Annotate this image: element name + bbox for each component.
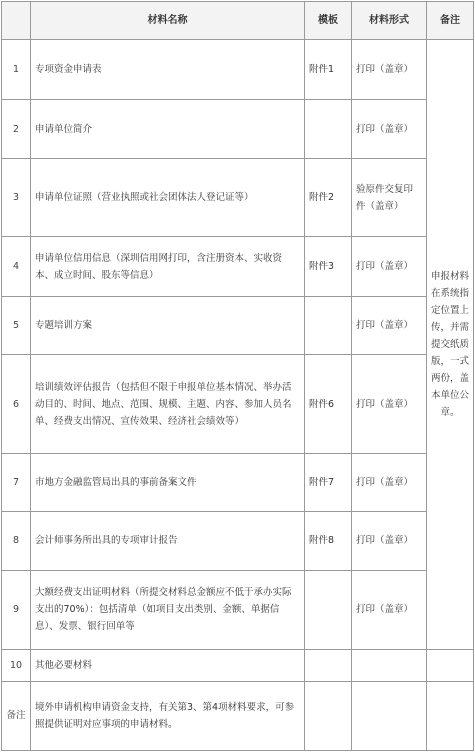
row-template: 附件6 xyxy=(305,355,352,453)
remark-cell: 申报材料在系统指定位置上传，并需提交纸质版，一式两份，盖本单位公章。 xyxy=(427,40,474,650)
row-name: 会计师事务所出具的专项审计报告 xyxy=(31,511,305,570)
row-index: 6 xyxy=(2,355,31,453)
table-row xyxy=(2,40,474,100)
row-index: 8 xyxy=(2,511,31,570)
row-form: 打印（盖章） xyxy=(352,100,427,159)
table-row xyxy=(2,355,474,453)
row-index: 10 xyxy=(2,649,31,681)
row-name: 培训绩效评估报告（包括但不限于申报单位基本情况、举办活动目的、时间、地点、范围、规模、主题、内容、参加人员名单、经费支出情况、宣传效果、经济社会绩效等） xyxy=(31,355,305,453)
header-name: 材料名称 xyxy=(31,2,305,40)
table-row xyxy=(2,453,474,511)
row-name: 申请单位简介 xyxy=(31,100,305,159)
table-row xyxy=(2,570,474,649)
row-remark-empty xyxy=(427,649,474,681)
table-row xyxy=(2,649,474,681)
row-template: 附件7 xyxy=(305,453,352,511)
row-template: 附件8 xyxy=(305,511,352,570)
footer-label: 备注 xyxy=(2,681,31,750)
row-template xyxy=(305,297,352,355)
row-index: 2 xyxy=(2,100,31,159)
row-form: 打印（盖章） xyxy=(352,237,427,297)
table-row xyxy=(2,100,474,159)
row-template xyxy=(305,649,352,681)
row-form: 打印（盖章） xyxy=(352,453,427,511)
row-index: 5 xyxy=(2,297,31,355)
table-row xyxy=(2,511,474,570)
footer-form-empty xyxy=(352,681,427,750)
row-name: 市地方金融监管局出具的事前备案文件 xyxy=(31,453,305,511)
table-row xyxy=(2,297,474,355)
header-form: 材料形式 xyxy=(352,2,427,40)
row-form: 打印（盖章） xyxy=(352,570,427,649)
footer-template-empty xyxy=(305,681,352,750)
row-index: 3 xyxy=(2,159,31,237)
table-row xyxy=(2,237,474,297)
row-form xyxy=(352,649,427,681)
header-row xyxy=(2,2,474,40)
table-row xyxy=(2,159,474,237)
header-index xyxy=(2,2,31,40)
row-form: 打印（盖章） xyxy=(352,40,427,100)
row-index: 4 xyxy=(2,237,31,297)
row-template xyxy=(305,570,352,649)
row-template xyxy=(305,100,352,159)
row-form: 打印（盖章） xyxy=(352,355,427,453)
row-index: 7 xyxy=(2,453,31,511)
footer-remark-empty xyxy=(427,681,474,750)
row-template: 附件3 xyxy=(305,237,352,297)
row-form: 打印（盖章） xyxy=(352,511,427,570)
row-template: 附件2 xyxy=(305,159,352,237)
row-name: 申请单位信用信息（深圳信用网打印，含注册资本、实收资本、成立时间、股东等信息） xyxy=(31,237,305,297)
row-name: 专题培训方案 xyxy=(31,297,305,355)
row-name: 专项资金申请表 xyxy=(31,40,305,100)
footer-text: 境外申请机构申请资金支持，有关第3、第4项材料要求，可参照提供证明对应事项的申请材料。 xyxy=(31,681,305,750)
row-name: 其他必要材料 xyxy=(31,649,305,681)
header-remark: 备注 xyxy=(427,2,474,40)
row-template: 附件1 xyxy=(305,40,352,100)
header-template: 模板 xyxy=(305,2,352,40)
row-name: 大额经费支出证明材料（所提交材料总金额应不低于承办实际支出的70%）：包括清单（如项目支出类别、金额、单据信息）、发票、银行回单等 xyxy=(31,570,305,649)
footer-row xyxy=(2,681,474,750)
row-form: 打印（盖章） xyxy=(352,297,427,355)
row-index: 9 xyxy=(2,570,31,649)
row-form: 验原件交复印件（盖章） xyxy=(352,159,427,237)
materials-table xyxy=(1,1,474,751)
row-index: 1 xyxy=(2,40,31,100)
row-name: 申请单位证照（营业执照或社会团体法人登记证等） xyxy=(31,159,305,237)
